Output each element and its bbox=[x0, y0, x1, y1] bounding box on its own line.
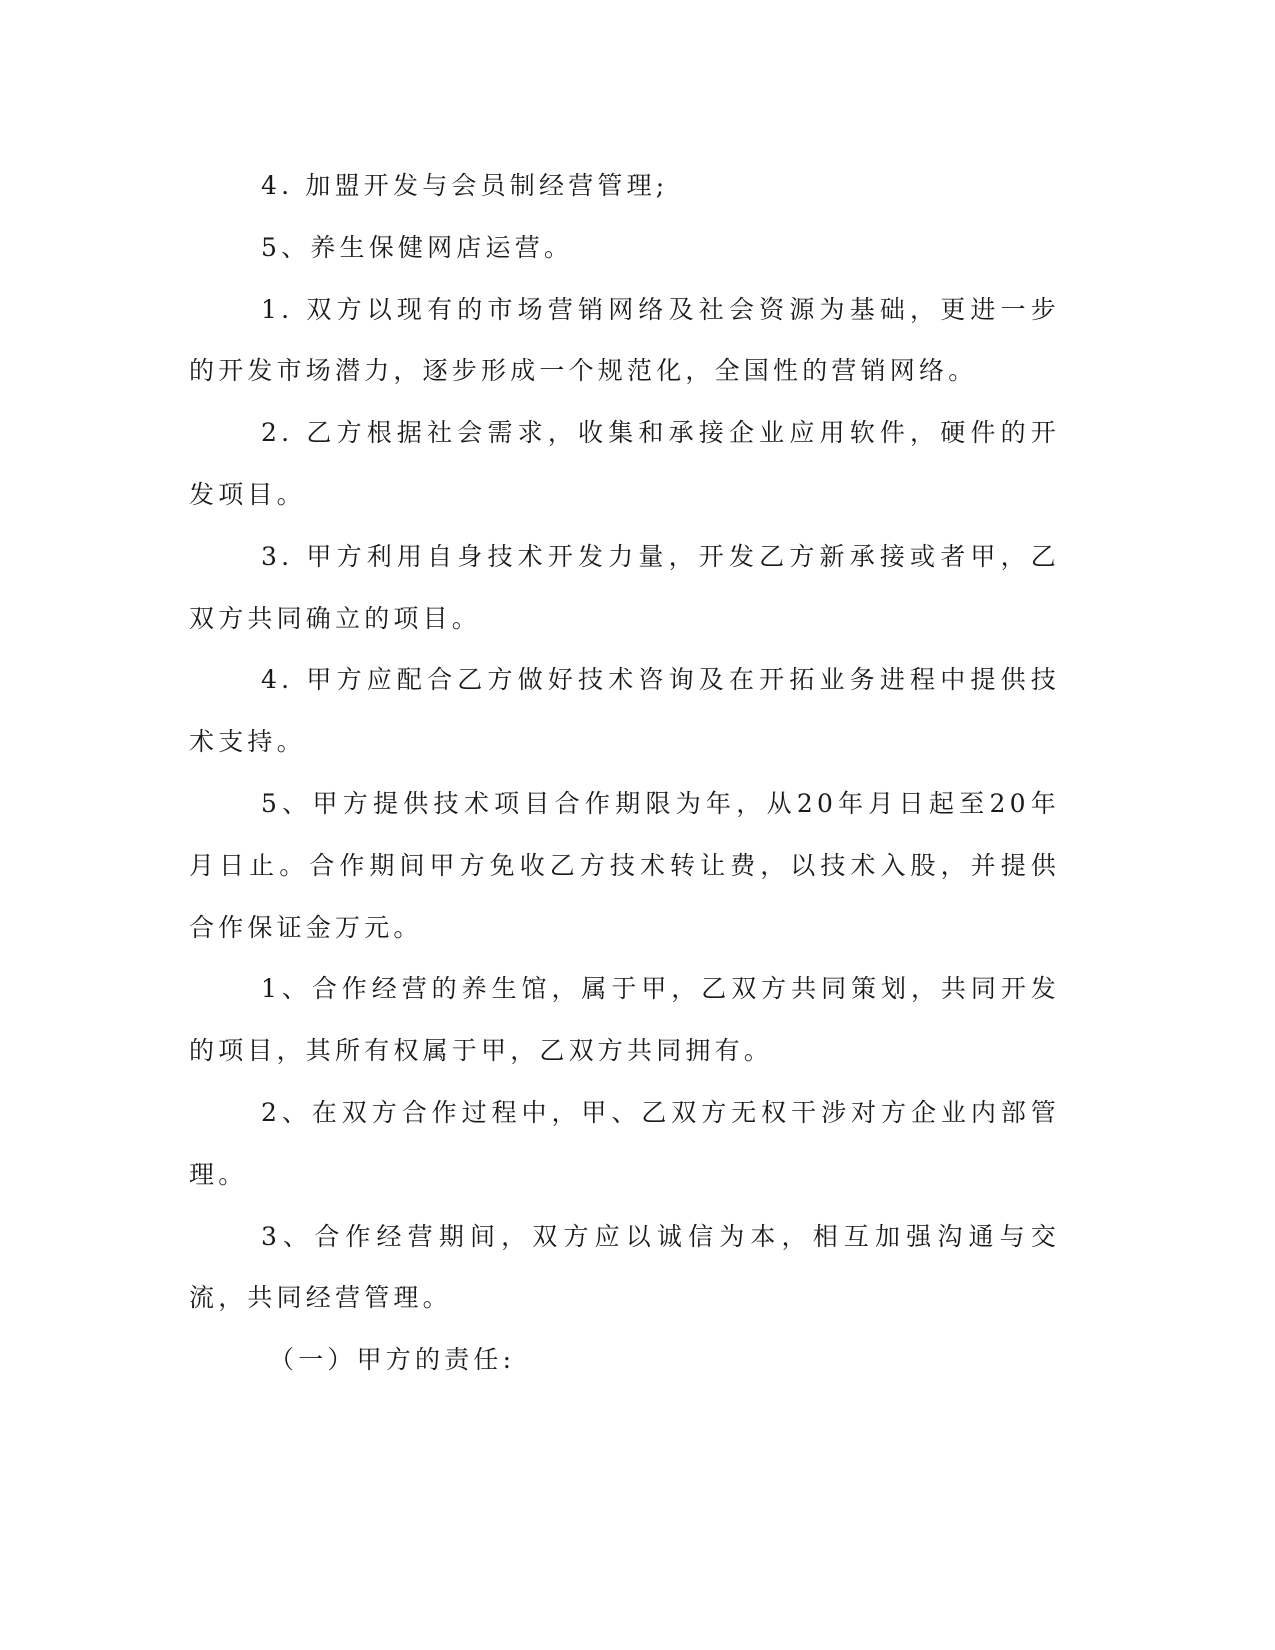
paragraph-technical-support: 4. 甲方应配合乙方做好技术咨询及在开拓业务进程中提供技术支持。 bbox=[189, 665, 1060, 757]
paragraph-marketing-network: 1. 双方以现有的市场营销网络及社会资源为基础，更进一步的开发市场潜力，逐步形成一个规范化，全国性的营销网络。 bbox=[189, 294, 1060, 386]
section-heading-party-a-responsibility: （一）甲方的责任: bbox=[269, 1345, 516, 1375]
paragraph-online-store: 5、养生保健网店运营。 bbox=[261, 232, 574, 262]
paragraph-cooperation-term: 5、甲方提供技术项目合作期限为年，从20年月日起至20年月日止。合作期间甲方免收乙方技术转让费，以技术入股，并提供合作保证金万元。 bbox=[189, 788, 1060, 942]
paragraph-ownership: 1、合作经营的养生馆，属于甲，乙双方共同策划，共同开发的项目，其所有权属于甲，乙双方共同拥有。 bbox=[189, 974, 1060, 1066]
paragraph-technical-development: 3. 甲方利用自身技术开发力量，开发乙方新承接或者甲，乙双方共同确立的项目。 bbox=[189, 541, 1060, 633]
paragraph-integrity: 3、合作经营期间，双方应以诚信为本，相互加强沟通与交流，共同经营管理。 bbox=[189, 1221, 1060, 1313]
document-body bbox=[189, 155, 1060, 1391]
paragraph-franchise-management: 4. 加盟开发与会员制经营管理; bbox=[261, 171, 669, 200]
paragraph-non-interference: 2、在双方合作过程中，甲、乙双方无权干涉对方企业内部管理。 bbox=[189, 1097, 1060, 1189]
paragraph-software-projects: 2. 乙方根据社会需求，收集和承接企业应用软件，硬件的开发项目。 bbox=[189, 418, 1060, 509]
